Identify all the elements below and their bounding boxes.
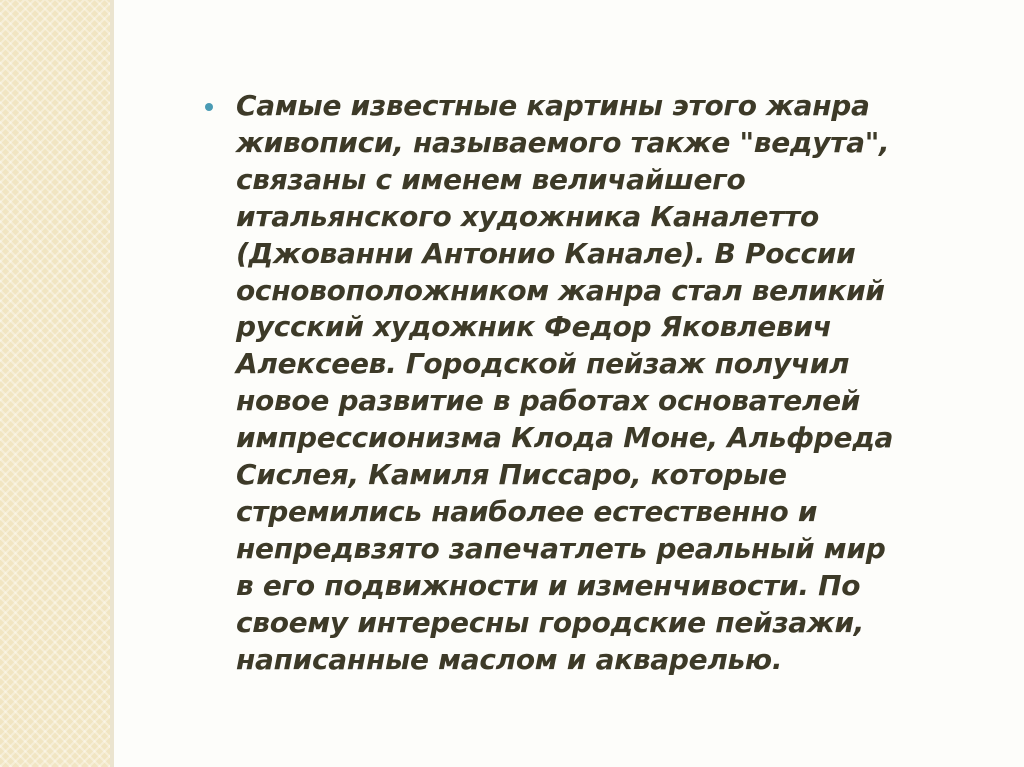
slide-body bbox=[200, 88, 960, 679]
side-band-divider bbox=[110, 0, 114, 767]
bullet-text: Самые известные картины этого жанра живописи, называемого также "ведута", связаны с именем величайшего итальянского художника Каналетто (Джованни Антонио Канале). В России основоположником жанра стал великий русский художник Федор Яковлевич Алексеев. Городской пейзаж получил новое развитие в работах основателей импрессионизма Клода Моне, Альфреда Сислея, Камиля Писсаро, которые стремились наиболее естественно и непредвзято запечатлеть реальный мир в его подвижности и изменчивости. По своему интересны городские пейзажи, написанные маслом и акварелью. bbox=[236, 89, 894, 676]
bullet-item bbox=[200, 88, 960, 679]
decorative-side-band bbox=[0, 0, 110, 767]
bullet-dot-icon bbox=[205, 103, 213, 111]
